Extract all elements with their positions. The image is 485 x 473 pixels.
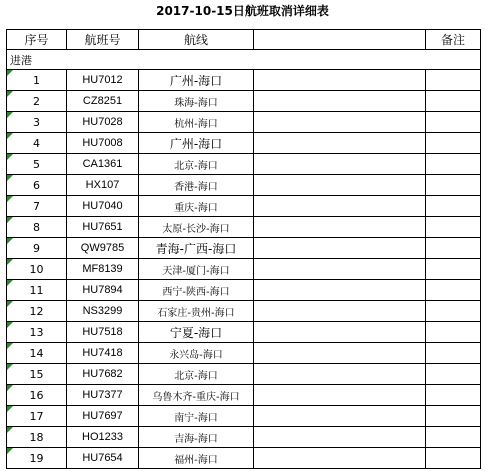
cell-blank <box>254 343 426 364</box>
cell-route: 永兴岛-海口 <box>139 343 254 364</box>
cell-remark <box>426 448 481 469</box>
cell-blank <box>254 322 426 343</box>
cell-flight: HU7518 <box>67 322 139 343</box>
cell-remark <box>426 70 481 91</box>
cell-seq: 19 <box>7 448 67 469</box>
cell-flight: HU7651 <box>67 217 139 238</box>
cell-route: 乌鲁木齐-重庆-海口 <box>139 385 254 406</box>
header-flight: 航班号 <box>67 30 139 50</box>
header-blank <box>254 30 426 50</box>
table-row <box>7 175 481 196</box>
cell-seq: 2 <box>7 91 67 112</box>
cell-blank <box>254 70 426 91</box>
cell-seq: 14 <box>7 343 67 364</box>
cell-seq: 7 <box>7 196 67 217</box>
cell-flight: QW9785 <box>67 238 139 259</box>
cell-flight: NS3299 <box>67 301 139 322</box>
header-remark: 备注 <box>426 30 481 50</box>
cell-remark <box>426 343 481 364</box>
cell-remark <box>426 175 481 196</box>
cell-flight: CZ8251 <box>67 91 139 112</box>
table-row <box>7 70 481 91</box>
cell-marker-icon <box>7 154 13 160</box>
cell-blank <box>254 91 426 112</box>
table-row <box>7 112 481 133</box>
header-route: 航线 <box>139 30 254 50</box>
cell-seq: 10 <box>7 259 67 280</box>
cell-blank <box>254 175 426 196</box>
cell-blank <box>254 280 426 301</box>
cell-blank <box>254 133 426 154</box>
cell-marker-icon <box>7 448 13 454</box>
table-row <box>7 427 481 448</box>
page-title: 2017-10-15日航班取消详细表 <box>156 4 329 18</box>
cell-flight: HX107 <box>67 175 139 196</box>
cell-blank <box>254 427 426 448</box>
table-row <box>7 406 481 427</box>
cell-marker-icon <box>7 343 13 349</box>
cell-flight: HU7682 <box>67 364 139 385</box>
cell-marker-icon <box>7 238 13 244</box>
cell-seq: 8 <box>7 217 67 238</box>
table-row <box>7 343 481 364</box>
cell-route: 广州-海口 <box>139 133 254 154</box>
cell-route: 太原-长沙-海口 <box>139 217 254 238</box>
cell-marker-icon <box>7 217 13 223</box>
cell-blank <box>254 259 426 280</box>
cell-blank <box>254 385 426 406</box>
cell-remark <box>426 238 481 259</box>
cell-seq: 3 <box>7 112 67 133</box>
cell-marker-icon <box>7 364 13 370</box>
cell-flight: HU7894 <box>67 280 139 301</box>
cell-remark <box>426 322 481 343</box>
cell-blank <box>254 112 426 133</box>
cell-route: 石家庄-贵州-海口 <box>139 301 254 322</box>
table-row <box>7 238 481 259</box>
cell-remark <box>426 385 481 406</box>
cell-blank <box>254 196 426 217</box>
cell-blank <box>254 406 426 427</box>
flight-cancellation-table <box>6 29 481 469</box>
section-row <box>7 50 481 70</box>
cell-blank <box>254 364 426 385</box>
cell-seq: 4 <box>7 133 67 154</box>
cell-marker-icon <box>7 91 13 97</box>
cell-route: 香港-海口 <box>139 175 254 196</box>
cell-marker-icon <box>7 385 13 391</box>
cell-flight: HU7028 <box>67 112 139 133</box>
cell-flight: HU7697 <box>67 406 139 427</box>
cell-blank <box>254 217 426 238</box>
cell-route: 杭州-海口 <box>139 112 254 133</box>
cell-marker-icon <box>7 133 13 139</box>
table-row <box>7 91 481 112</box>
cell-marker-icon <box>7 427 13 433</box>
cell-marker-icon <box>7 196 13 202</box>
cell-remark <box>426 91 481 112</box>
cell-route: 广州-海口 <box>139 70 254 91</box>
cell-blank <box>254 154 426 175</box>
cell-seq: 6 <box>7 175 67 196</box>
cell-route: 吉海-海口 <box>139 427 254 448</box>
cell-flight: HU7654 <box>67 448 139 469</box>
cell-marker-icon <box>7 175 13 181</box>
header-seq: 序号 <box>7 30 67 50</box>
cell-flight: HO1233 <box>67 427 139 448</box>
cell-seq: 1 <box>7 70 67 91</box>
cell-remark <box>426 427 481 448</box>
cell-route: 福州-海口 <box>139 448 254 469</box>
cell-route: 珠海-海口 <box>139 91 254 112</box>
cell-route: 南宁-海口 <box>139 406 254 427</box>
cell-remark <box>426 280 481 301</box>
table-row <box>7 154 481 175</box>
table-header-row <box>7 30 481 50</box>
cell-route: 宁夏-海口 <box>139 322 254 343</box>
cell-flight: HU7012 <box>67 70 139 91</box>
cell-marker-icon <box>7 259 13 265</box>
cell-seq: 17 <box>7 406 67 427</box>
cell-flight: HU7040 <box>67 196 139 217</box>
cell-remark <box>426 259 481 280</box>
cell-remark <box>426 301 481 322</box>
cell-route: 青海-广西-海口 <box>139 238 254 259</box>
cell-flight: HU7008 <box>67 133 139 154</box>
cell-seq: 5 <box>7 154 67 175</box>
cell-flight: CA1361 <box>67 154 139 175</box>
cell-marker-icon <box>7 322 13 328</box>
section-label: 进港 <box>7 50 481 70</box>
cell-marker-icon <box>7 406 13 412</box>
cell-seq: 15 <box>7 364 67 385</box>
cell-remark <box>426 217 481 238</box>
cell-remark <box>426 133 481 154</box>
table-row <box>7 301 481 322</box>
cell-marker-icon <box>7 112 13 118</box>
table-row <box>7 364 481 385</box>
cell-remark <box>426 112 481 133</box>
table-row <box>7 280 481 301</box>
cell-seq: 11 <box>7 280 67 301</box>
cell-route: 北京-海口 <box>139 364 254 385</box>
cell-remark <box>426 196 481 217</box>
cell-marker-icon <box>7 280 13 286</box>
cell-remark <box>426 154 481 175</box>
table-row <box>7 385 481 406</box>
cell-route: 北京-海口 <box>139 154 254 175</box>
cell-blank <box>254 238 426 259</box>
cell-flight: HU7377 <box>67 385 139 406</box>
cell-flight: MF8139 <box>67 259 139 280</box>
table-row <box>7 322 481 343</box>
cell-blank <box>254 301 426 322</box>
cell-route: 天津-厦门-海口 <box>139 259 254 280</box>
table-row <box>7 133 481 154</box>
cell-seq: 9 <box>7 238 67 259</box>
cell-marker-icon <box>7 301 13 307</box>
table-row <box>7 196 481 217</box>
cell-seq: 13 <box>7 322 67 343</box>
cell-flight: HU7418 <box>67 343 139 364</box>
cell-route: 重庆-海口 <box>139 196 254 217</box>
cell-seq: 16 <box>7 385 67 406</box>
cell-seq: 18 <box>7 427 67 448</box>
cell-marker-icon <box>7 70 13 76</box>
cell-seq: 12 <box>7 301 67 322</box>
cell-route: 西宁-陕西-海口 <box>139 280 254 301</box>
table-row <box>7 217 481 238</box>
cell-blank <box>254 448 426 469</box>
table-row <box>7 448 481 469</box>
cell-remark <box>426 406 481 427</box>
table-row <box>7 259 481 280</box>
cell-remark <box>426 364 481 385</box>
